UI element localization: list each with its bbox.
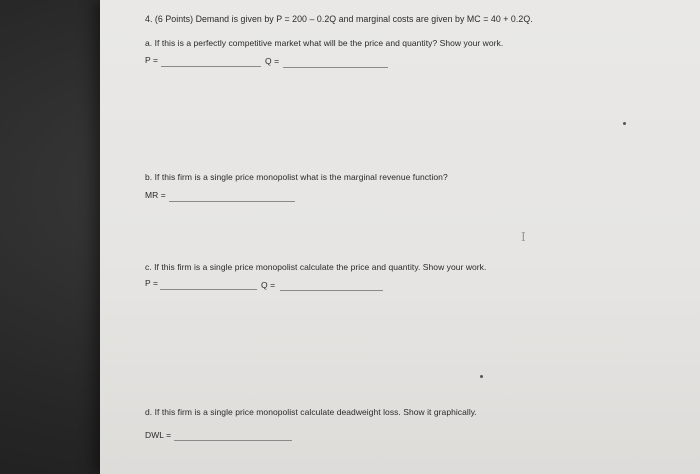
part-d-dwl-label: DWL = — [145, 430, 172, 440]
paper-mark — [623, 122, 626, 125]
part-a-text: a. If this is a perfectly competitive market what will be the price and quantity? Show your work. — [145, 38, 504, 48]
part-b-mr-blank[interactable] — [169, 201, 295, 202]
part-c-q-blank[interactable] — [280, 290, 383, 291]
part-a-p-label: P = — [145, 55, 158, 65]
question-header: 4. (6 Points) Demand is given by P = 200 – 0.2Q and marginal costs are given by MC = 40 + 0.2Q. — [145, 14, 533, 24]
part-d-text: d. If this firm is a single price monopolist calculate deadweight loss. Show it graphically. — [145, 407, 477, 417]
part-c-q-label: Q = — [261, 280, 276, 290]
part-c-p-label: P = — [145, 278, 158, 288]
part-c-p-blank[interactable] — [160, 289, 257, 290]
paper-mark — [480, 375, 483, 378]
part-b-text: b. If this firm is a single price monopolist what is the marginal revenue function? — [145, 172, 448, 182]
part-c-text: c. If this firm is a single price monopolist calculate the price and quantity. Show your work. — [145, 262, 487, 272]
part-d-dwl-blank[interactable] — [174, 440, 292, 441]
part-b-mr-label: MR = — [145, 190, 166, 200]
part-a-p-blank[interactable] — [161, 66, 261, 67]
part-a-q-blank[interactable] — [283, 67, 388, 68]
text-cursor-icon: I — [521, 230, 526, 244]
worksheet-page — [100, 0, 700, 474]
part-a-q-label: Q = — [265, 56, 280, 66]
